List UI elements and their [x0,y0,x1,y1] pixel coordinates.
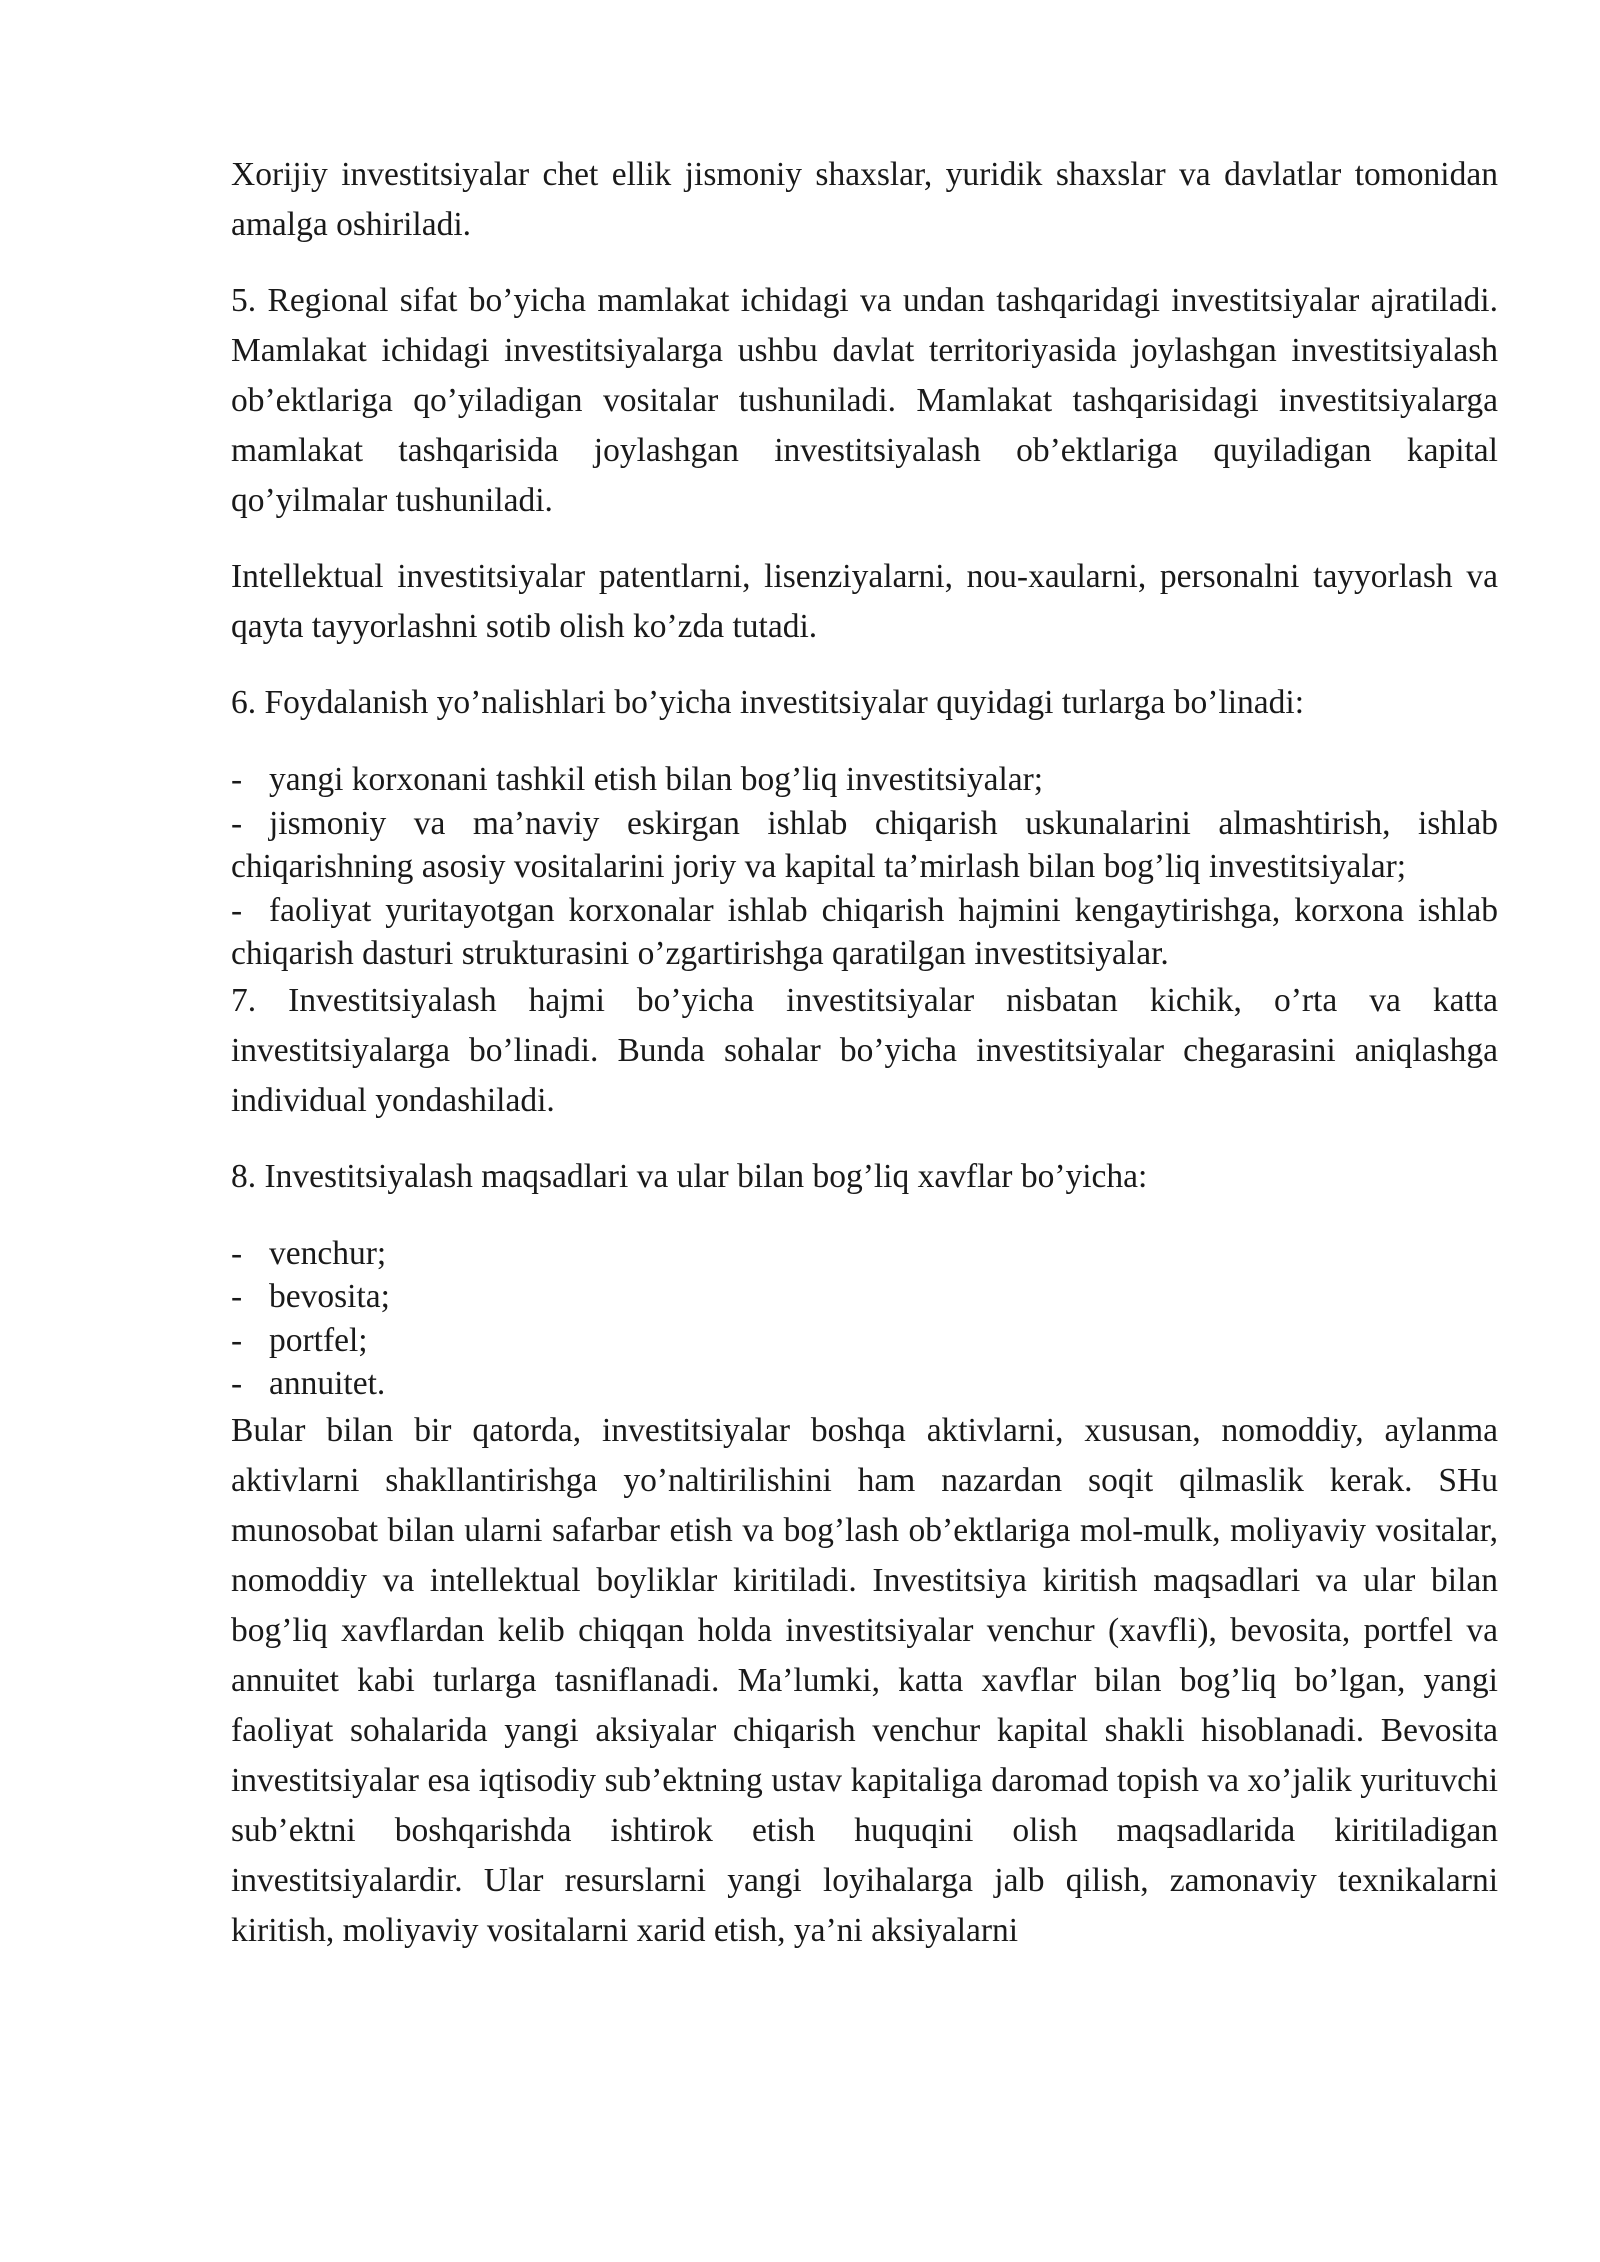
list-item [231,758,1498,802]
dash-marker: - [231,1234,243,1272]
paragraph-other-assets: Bular bilan bir qatorda, investitsiyalar boshqa aktivlarni, xususan, nomoddiy, aylanma aktivlarni shakllantirishga yo’naltirilishini ham nazardan soqit qilmaslik kerak. SHu munosobat bilan ularni safarbar etish va bog’lash ob’ektlariga mol-mulk, moliyaviy vositalar, nomoddiy va intellektual boyliklar kiritiladi. Investitsiya kiritish maqsadlari va ular bilan bog’liq xavflardan kelib chiqqan holda investitsiyalar venchur (xavfli), bevosita, portfel va annuitet kabi turlarga tasniflanadi. Ma’lumki, katta xavflar bilan bog’liq bo’lgan, yangi faoliyat sohalarida yangi aksiyalar chiqarish venchur kapital shakli hisoblanadi. Bevosita investitsiyalar esa iqtisodiy sub’ektning ustav kapitaliga daromad topish va xo’jalik yurituvchi sub’ektni boshqarishda ishtirok etish huquqini olish maqsadlarida kiritiladigan investitsiyalardir. Ular resurslarni yangi loyihalarga jalb qilish, zamonaviy texnikalarni kiritish, moliyaviy vositalarni xarid etish, ya’ni aksiyalarni [231,1411,1498,1949]
paragraph-regional: 5. Regional sifat bo’yicha mamlakat ichidagi va undan tashqaridagi investitsiyalar ajratiladi. Mamlakat ichidagi investitsiyalarga ushbu davlat territoriyasida joylashgan investitsiyalash ob’ektlariga qo’yiladigan vositalar tushuniladi. Mamlakat tashqarisidagi investitsiyalarga mamlakat tashqarisida joylashgan investitsiyalash ob’ektlariga quyiladigan kapital qo’yilmalar tushuniladi. [231,282,1498,519]
list-item [231,1232,1498,1276]
list-item [231,1275,1498,1319]
paragraph-investment-goals: 8. Investitsiyalash maqsadlari va ular bilan bog’liq xavflar bo’yicha: [231,1157,1148,1195]
list-item [231,1362,1498,1406]
list-item-text: jismoniy va ma’naviy eskirgan ishlab chiqarish uskunalarini almashtirish, ishlab chiqarishning asosiy vositalarini joriy va kapital ta’mirlash bilan bog’liq investitsiyalar; [231,804,1498,885]
list-item-text: faoliyat yuritayotgan korxonalar ishlab chiqarish hajmini kengaytirishga, korxona ishlab chiqarish dasturi strukturasini o’zgartirishga qaratilgan investitsiyalar. [231,891,1498,972]
paragraph-usage-directions: 6. Foydalanish yo’nalishlari bo’yicha investitsiyalar quyidagi turlarga bo’linadi: [231,684,1305,721]
usage-directions-list [231,758,1498,976]
list-item-text: portfel; [269,1321,368,1359]
dash-marker: - [231,1321,243,1359]
paragraph-intellectual: Intellektual investitsiyalar patentlarni, lisenziyalarni, nou-xaularni, personalni tayyorlash va qayta tayyorlashni sotib olish ko’zda tutadi. [231,558,1498,645]
dash-marker: - [231,891,243,929]
dash-marker: - [231,1365,243,1402]
list-item-text: annuitet. [269,1365,386,1402]
list-item-text: bevosita; [269,1278,390,1315]
list-item [231,889,1498,976]
dash-marker: - [231,1278,243,1315]
list-item [231,802,1498,889]
list-item-text: venchur; [269,1234,387,1272]
list-item-text: yangi korxonani tashkil etish bilan bog’liq investitsiyalar; [269,761,1044,798]
dash-marker: - [231,761,243,798]
paragraph-foreign-investments: Xorijiy investitsiyalar chet ellik jismoniy shaxslar, yuridik shaxslar va davlatlar tomonidan amalga oshiriladi. [231,156,1498,243]
paragraph-investment-volume: 7. Investitsiyalash hajmi bo’yicha investitsiyalar nisbatan kichik, o’rta va katta investitsiyalarga bo’linadi. Bunda sohalar bo’yicha investitsiyalar chegarasini aniqlashga individual yondashiladi. [231,981,1498,1119]
dash-marker: - [231,804,243,842]
document-page [231,150,1498,1956]
investment-goals-list [231,1232,1498,1406]
list-item [231,1319,1498,1363]
